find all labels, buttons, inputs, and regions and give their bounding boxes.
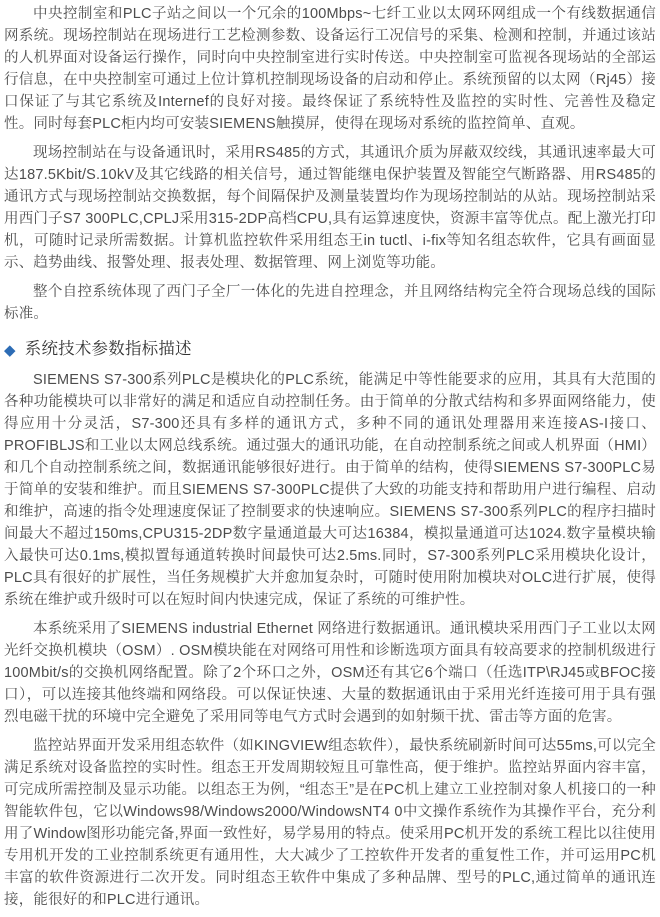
paragraph-industrial-ethernet-osm: 本系统采用了SIEMENS industrial Ethernet 网络进行数据通讯。通讯模块采用西门子工业以太网光纤交换机模块（OSM）. OSM模块能在对网络可用性和诊断选项方面具有较高要求的控制机级进行100Mbit/s的交换机网络配置。除了2个环口之外，OSM还有其它6个端口（任选ITP\RJ45或BFOC接口），可以连接其他终端和网络段。可以保证快速、大量的数据通讯由于采用光纤连接可用于具有强烈电磁干扰的环境中完全避免了采用同等电气方式时会遇到的如射频干扰、雷击等方面的危害。: [4, 621, 656, 725]
paragraph-siemens-concept: 整个自控系统体现了西门子全厂一体化的先进自控理念，并且网络结构完全符合现场总线的国际标准。: [4, 284, 656, 322]
diamond-icon: ◆: [4, 341, 16, 359]
paragraph-network-overview: 中央控制室和PLC子站之间以一个冗余的100Mbps~七纤工业以太网环网组成一个有线数据通信网系统。现场控制站在现场进行工艺检测参数、设备运行工况信号的采集、检测和控制，并通过该站的人机界面对设备运行操作，同时向中央控制室进行实时传送。中央控制室可监视各现场站的全部运行信息，在中央控制室可通过上位计算机控制现场设备的启动和停止。系统预留的以太网（Rj45）接口保证了与其它系统及Internef的良好对接。最终保证了系统特性及监控的实时性、完善性及稳定性。同时每套PLC柜内均可安装SIEMENS触摸屏，使得在现场对系统的监控简单、直观。: [4, 6, 656, 132]
paragraph-s7-300-specs: SIEMENS S7-300系列PLC是模块化的PLC系统，能满足中等性能要求的应用，其具有大范围的各种功能模块可以非常好的满足和适应自动控制任务。由于简单的分散式结构和多界面网络能力，使得应用十分灵活，S7-300还具有多样的通讯方式，多种不同的通讯处理器用来连接AS-I接口、PROFIBLJS和工业以太网总线系统。通过强大的通讯功能，在自动控制系统之间或人机界面（HMI）和几个自动控制系统之间，数据通讯能够很好进行。由于简单的结构，使得SIEMENS S7-300PLC易于简单的安装和维护。而且SIEMENS S7-300PLC提供了大致的功能支持和帮助用户进行编程、启动和维护，高速的指令处理速度保证了控制要求的快速响应。SIEMENS S7-300系列PLC的程序扫描时间最大不超过150ms,CPU315-2DP数字量通道最大可达16384，模拟量通道可达1024.数字量模块输入最快可达0.1ms,模拟置每通道转换时间最快可达2.5ms.同时，S7-300系列PLC采用模块化设计，PLC具有很好的扩展性，当任务规模扩大并愈加复杂时，可随时使用附加模块对OLC进行扩展，使得系统在维护或升级时可以在短时间内快速完成，保证了系统的可维护性。: [4, 372, 656, 608]
paragraph-field-station-comm: 现场控制站在与设备通讯时，采用RS485的方式，其通讯介质为屏蔽双绞线，其通讯速率最大可达187.5Kbit/S.10kV及其它线路的相关信号，通过智能继电保护装置及智能空气断路器、用RS485的通讯方式与现场控制站交换数据，每个间隔保护及测量装置均作为现场控制站的从站。现场控制站采用西门子S7 300PLC,CPLJ采用315-2DP高档CPU,具有运算速度快，资源丰富等优点。配上激光打印机，可随时记录所需数据。计算机监控软件采用组态王in tuctl、i-fix等知名组态软件，它具有画面显示、趋势曲线、报警处理、报表处理、数据管理、网上浏览等功能。: [4, 145, 656, 271]
paragraph-kingview-software: 监控站界面开发采用组态软件（如KINGVIEW组态软件），最快系统刷新时间可达55ms,可以完全满足系统对设备监控的实时性。组态王开发周期较短且可靠性高，便于维护。监控站界面内容丰富，可完成所需控制及显示功能。以组态王为例，“组态王”是在PC机上建立工业控制对象人机接口的一种智能软件包，它以Windows98/Windows2000/WindowsNT4 0中文操作系统作为其操作平台，充分利用了Window图形功能完备,界面一致性好，易学易用的特点。使采用PC机开发的系统工程比以往使用专用机开发的工业控制系统更有通用性，大大减少了工控软件开发者的重复性工作，并可运用PC机丰富的软件资源进行二次开发。同时组态王软件中集成了多种品牌、型号的PLC,通过简单的通讯连接，能很好的和PLC进行通讯。: [4, 738, 656, 908]
section-heading: [4, 338, 656, 360]
section-heading-text: 系统技术参数指标描述: [24, 340, 192, 358]
